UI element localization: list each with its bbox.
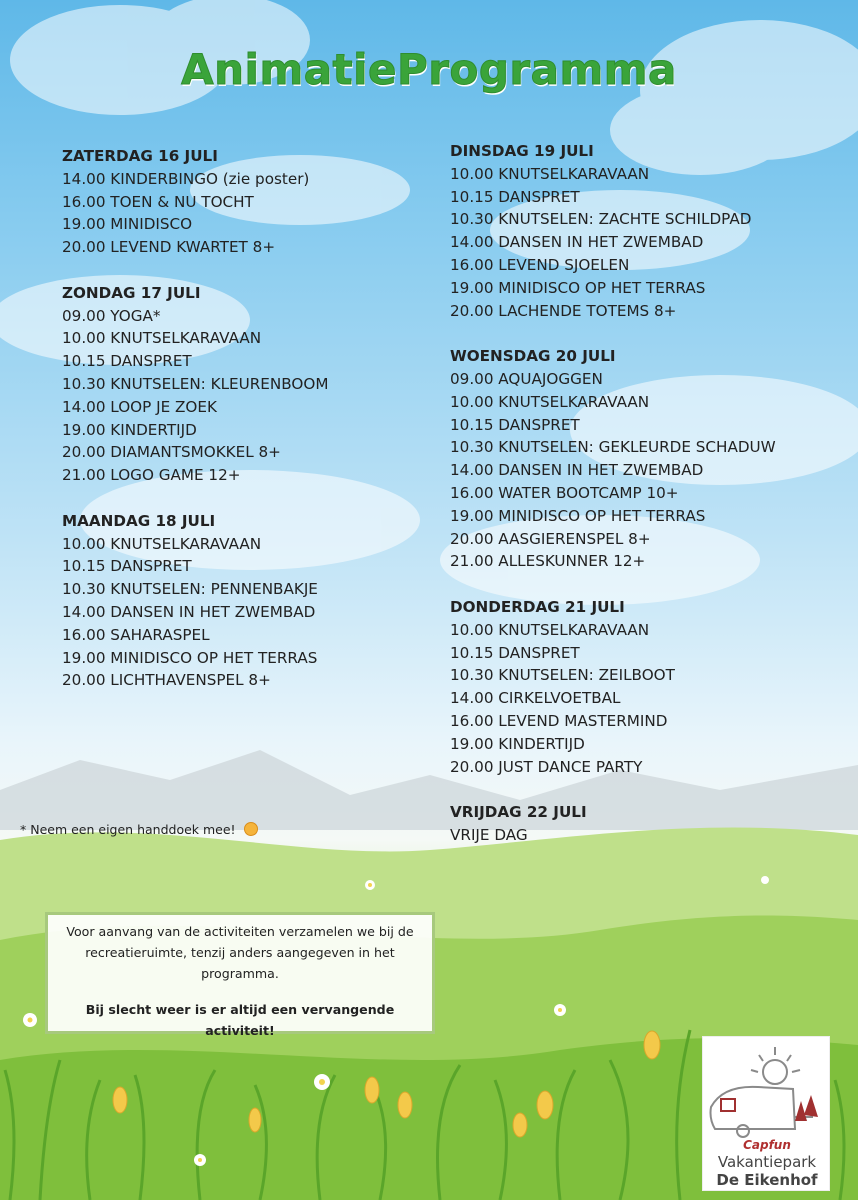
activity-item: 19.00 KINDERTIJD xyxy=(62,420,197,439)
activity-item: 20.00 AASGIERENSPEL 8+ xyxy=(450,529,651,548)
day-block-friday xyxy=(450,801,776,847)
notice-box xyxy=(45,912,435,1038)
activity-item: 14.00 DANSEN IN HET ZWEMBAD xyxy=(450,233,704,252)
activity-item: 20.00 JUST DANCE PARTY xyxy=(450,757,643,776)
activity-item: 14.00 DANSEN IN HET ZWEMBAD xyxy=(62,602,316,621)
day-block-saturday xyxy=(62,145,328,259)
activity-item: 10.30 KNUTSELEN: ZEILBOOT xyxy=(450,666,675,685)
activity-item: 20.00 LEVEND KWARTET 8+ xyxy=(62,238,276,257)
activity-item: 10.30 KNUTSELEN: ZACHTE SCHILDPAD xyxy=(450,210,752,229)
activity-item: 10.15 DANSPRET xyxy=(450,187,580,206)
activity-item: 19.00 MINIDISCO xyxy=(62,215,193,234)
activity-item: 10.00 KNUTSELKARAVAAN xyxy=(62,534,262,553)
day-title: WOENSDAG 20 JULI xyxy=(450,347,616,366)
activity-item: 20.00 LICHTHAVENSPEL 8+ xyxy=(62,671,271,690)
day-title: ZATERDAG 16 JULI xyxy=(62,147,218,165)
logo-line2: De Eikenhof xyxy=(716,1171,818,1189)
activity-item: 10.00 KNUTSELKARAVAAN xyxy=(450,392,650,411)
footnote-text: * Neem een eigen handdoek mee! xyxy=(20,822,236,837)
activity-item: 16.00 LEVEND SJOELEN xyxy=(450,255,630,274)
activity-item: 21.00 LOGO GAME 12+ xyxy=(62,466,241,485)
day-title: DINSDAG 19 JULI xyxy=(450,142,594,160)
day-title: MAANDAG 18 JULI xyxy=(62,511,216,530)
activity-item: 10.15 DANSPRET xyxy=(62,557,192,576)
activity-item: 16.00 TOEN & NU TOCHT xyxy=(62,192,254,211)
notice-bold-text: Bij slecht weer is er altijd een vervangende activiteit! xyxy=(85,1002,395,1038)
day-title: VRIJDAG 22 JULI xyxy=(450,803,587,822)
day-title: ZONDAG 17 JULI xyxy=(62,283,201,302)
day-block-thursday xyxy=(450,596,776,778)
activity-item: 14.00 CIRKELVOETBAL xyxy=(450,689,621,708)
activity-item: 10.00 KNUTSELKARAVAAN xyxy=(450,620,650,639)
footnote xyxy=(20,822,258,837)
schedule-left-column xyxy=(62,145,328,715)
day-block-sunday xyxy=(62,282,328,487)
activity-item: 21.00 ALLESKUNNER 12+ xyxy=(450,552,646,571)
activity-item: 16.00 WATER BOOTCAMP 10+ xyxy=(450,483,679,502)
activity-item: 10.15 DANSPRET xyxy=(450,643,580,662)
activity-item: 16.00 SAHARASPEL xyxy=(62,625,210,644)
caravan-sun-icon xyxy=(703,1037,831,1147)
park-logo xyxy=(702,1036,830,1191)
smiley-icon xyxy=(244,822,258,836)
activity-item: 10.30 KNUTSELEN: GEKLEURDE SCHADUW xyxy=(450,438,776,457)
schedule-right-column xyxy=(450,140,776,870)
activity-item: 09.00 YOGA* xyxy=(62,306,161,325)
activity-item: 10.15 DANSPRET xyxy=(450,415,580,434)
activity-item: 19.00 KINDERTIJD xyxy=(450,734,585,753)
activity-item: 10.00 KNUTSELKARAVAAN xyxy=(450,164,650,183)
activity-item: 10.00 KNUTSELKARAVAAN xyxy=(62,329,262,348)
activity-item: 10.30 KNUTSELEN: PENNENBAKJE xyxy=(62,580,318,599)
activity-item: 14.00 DANSEN IN HET ZWEMBAD xyxy=(450,461,704,480)
activity-item: 14.00 KINDERBINGO (zie poster) xyxy=(62,169,310,188)
day-block-wednesday xyxy=(450,345,776,573)
notice-text: Voor aanvang van de activiteiten verzamelen we bij de recreatieruimte, tenzij anders aangegeven in het programma. xyxy=(66,924,414,981)
day-title: DONDERDAG 21 JULI xyxy=(450,597,625,616)
activity-item: 19.00 MINIDISCO OP HET TERRAS xyxy=(450,278,706,297)
activity-item: VRIJE DAG xyxy=(450,825,528,844)
activity-item: 10.30 KNUTSELEN: KLEURENBOOM xyxy=(62,374,329,393)
day-block-tuesday xyxy=(450,140,776,322)
day-block-monday xyxy=(62,510,328,692)
activity-item: 20.00 DIAMANTSMOKKEL 8+ xyxy=(62,443,281,462)
page-title: AnimatieProgramma xyxy=(181,45,677,94)
activity-item: 20.00 LACHENDE TOTEMS 8+ xyxy=(450,301,677,320)
logo-brand: Capfun xyxy=(743,1138,791,1152)
activity-item: 16.00 LEVEND MASTERMIND xyxy=(450,711,668,730)
activity-item: 19.00 MINIDISCO OP HET TERRAS xyxy=(450,506,706,525)
logo-line1: Vakantiepark xyxy=(717,1153,817,1171)
activity-item: 14.00 LOOP JE ZOEK xyxy=(62,397,217,416)
activity-item: 10.15 DANSPRET xyxy=(62,352,192,371)
activity-item: 19.00 MINIDISCO OP HET TERRAS xyxy=(62,648,318,667)
activity-item: 09.00 AQUAJOGGEN xyxy=(450,369,603,388)
